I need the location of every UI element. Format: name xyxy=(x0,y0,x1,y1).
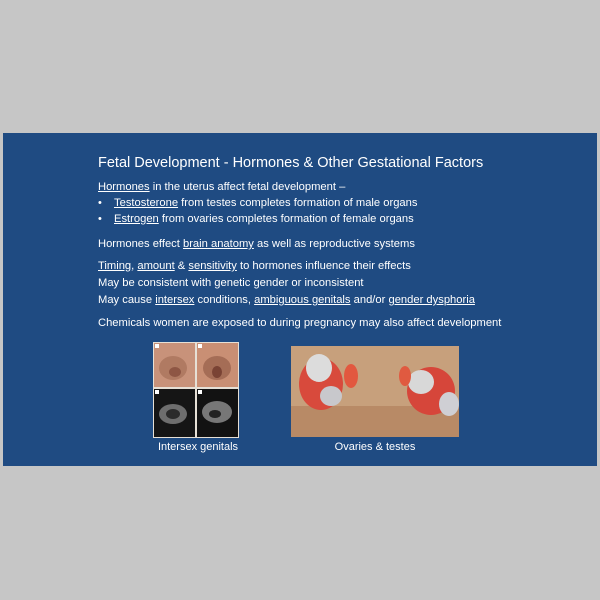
timing-line: Timing, amount & sensitivity to hormones influence their effects xyxy=(98,260,411,272)
ambiguous-genitals-link[interactable]: ambiguous genitals xyxy=(254,294,351,306)
bullet-dot: • xyxy=(98,213,102,225)
hormones-link[interactable]: Hormones xyxy=(98,181,150,193)
estrogen-link[interactable]: Estrogen xyxy=(114,213,159,225)
bullet-dot: • xyxy=(98,197,102,209)
gender-dysphoria-link[interactable]: gender dysphoria xyxy=(388,294,475,306)
chemicals-line: Chemicals women are exposed to during pregnancy may also affect development xyxy=(98,317,502,329)
testosterone-link[interactable]: Testosterone xyxy=(114,197,179,209)
caption-intersex-genitals: Intersex genitals xyxy=(157,441,239,453)
intersex-genitals-collage xyxy=(153,342,239,438)
intro-line: Hormones in the uterus affect fetal development – xyxy=(98,181,346,193)
slide-title: Fetal Development - Hormones & Other Gestational Factors xyxy=(98,155,484,171)
amount-link[interactable]: amount xyxy=(137,260,175,272)
sensitivity-link[interactable]: sensitivity xyxy=(188,260,237,272)
timing-link[interactable]: Timing xyxy=(98,260,132,272)
brain-line: Hormones effect brain anatomy as well as reproductive systems xyxy=(98,238,415,250)
intersex-link[interactable]: intersex xyxy=(155,294,195,306)
bullet-estrogen: Estrogen from ovaries completes formation of female organs xyxy=(114,213,414,225)
consistent-line: May be consistent with genetic gender or inconsistent xyxy=(98,277,364,289)
caption-ovaries-testes: Ovaries & testes xyxy=(334,441,416,453)
bullet-testosterone: Testosterone from testes completes formation of male organs xyxy=(114,197,418,209)
slide xyxy=(3,133,597,466)
intersex-genitals-image xyxy=(153,342,239,438)
ovaries-testes-image xyxy=(291,346,459,437)
ovaries-testes-photo xyxy=(291,346,459,437)
brain-anatomy-link[interactable]: brain anatomy xyxy=(182,238,254,250)
intersex-line: May cause intersex conditions, ambiguous genitals and/or gender dysphoria xyxy=(98,294,475,306)
